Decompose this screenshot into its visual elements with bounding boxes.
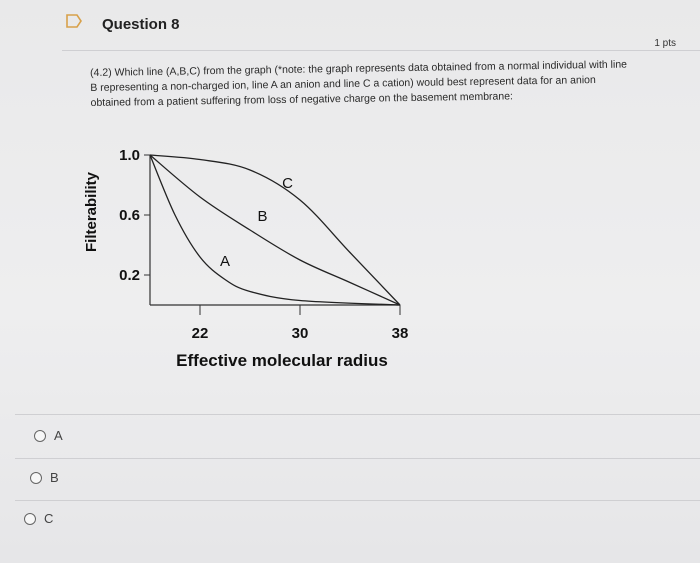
divider — [15, 414, 700, 415]
radio-button[interactable] — [24, 513, 36, 525]
question-header — [62, 10, 700, 51]
filterability-graph — [60, 140, 420, 370]
divider — [15, 500, 700, 501]
curve-b — [150, 155, 400, 305]
y-tick-label: 0.6 — [119, 207, 140, 224]
series-label-c: C — [282, 175, 293, 192]
y-tick-label: 1.0 — [119, 147, 140, 164]
answer-label: C — [44, 511, 54, 526]
x-tick-label: 22 — [191, 325, 209, 342]
x-tick-label: 30 — [291, 325, 309, 342]
question-title: Question 8 — [102, 16, 180, 33]
x-axis-label: Effective molecular radius — [176, 351, 388, 370]
answer-option-a[interactable] — [34, 428, 63, 443]
answer-label: A — [54, 428, 63, 443]
y-tick-label: 0.2 — [119, 267, 140, 284]
answer-label: B — [50, 470, 59, 485]
flag-icon[interactable] — [66, 14, 82, 28]
question-points: 1 pts — [654, 38, 676, 49]
question-text: (4.2) Which line (A,B,C) from the graph (*note: the graph represents data obtained from a normal individual with line B representing a non-charged ion, line A an anion and line C a cation) would best represent data for an anion obtained from a patient suffering from loss of negative charge on the basement membrane: — [90, 58, 628, 109]
series-label-b: B — [257, 208, 268, 225]
curve-a — [150, 155, 400, 305]
answer-option-b[interactable] — [30, 470, 59, 485]
curve-c — [150, 155, 400, 305]
divider — [15, 458, 700, 459]
y-axis-label: Filterability — [83, 171, 100, 253]
radio-button[interactable] — [34, 430, 46, 442]
series-label-a: A — [219, 253, 231, 270]
x-tick-label: 38 — [391, 325, 409, 342]
radio-button[interactable] — [30, 472, 42, 484]
answer-option-c[interactable] — [24, 511, 53, 526]
